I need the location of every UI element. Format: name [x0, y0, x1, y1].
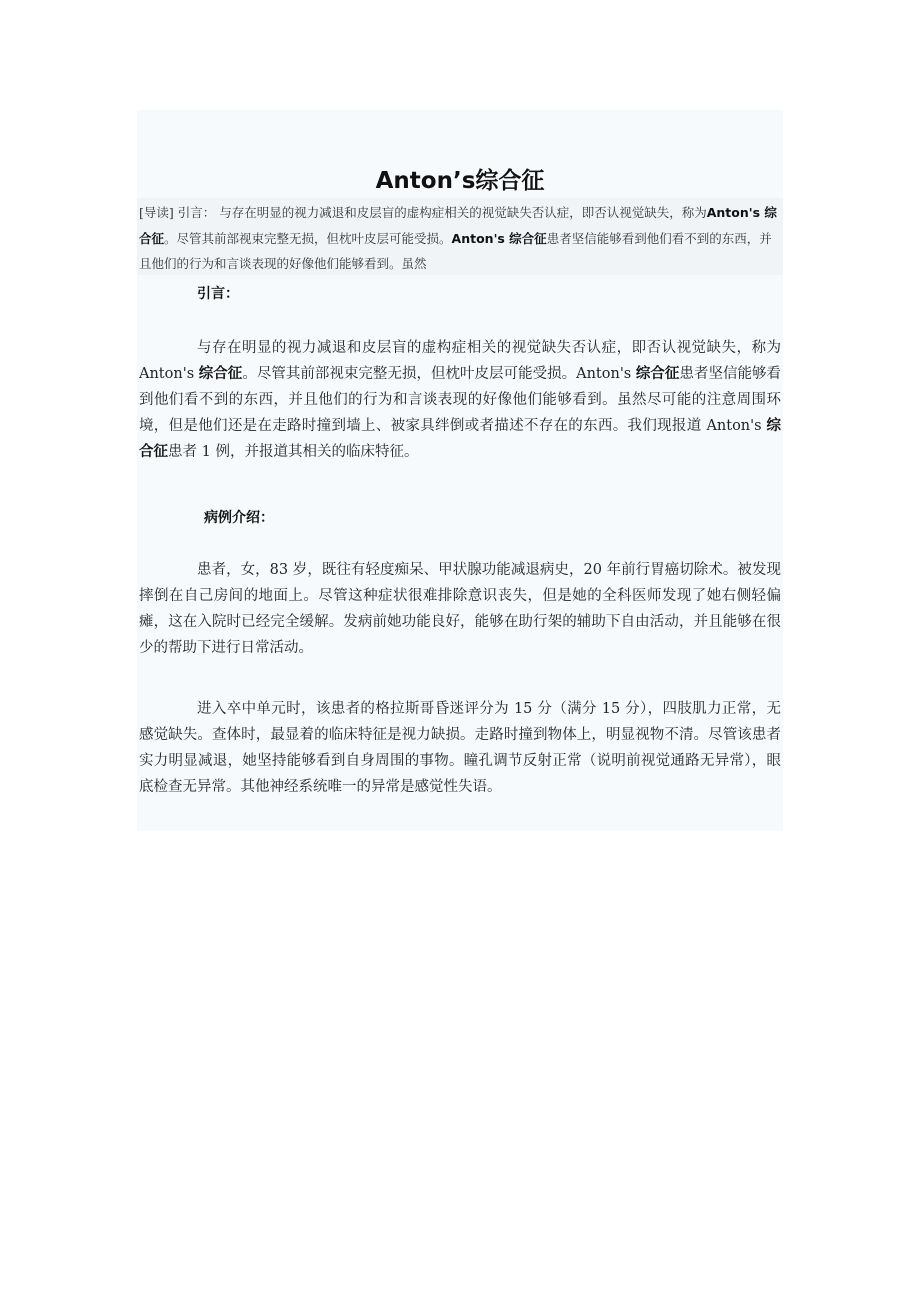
summary-box [137, 198, 783, 275]
document-page [137, 110, 783, 831]
text: 患者 1 例，并报道其相关的临床特征。 [168, 444, 419, 460]
text: 与存在明显的视力减退和皮层盲的虚构症相关的视觉缺失否认症，即否认视觉缺失，称为 Anton's [139, 340, 781, 382]
summary-text: 与存在明显的视力减退和皮层盲的虚构症相关的视觉缺失否认症，即否认视觉缺失，称为 [215, 205, 707, 220]
summary-bold-term: Anton's 综合征 [451, 230, 547, 246]
case-paragraph-1: 患者，女，83 岁，既往有轻度痴呆、甲状腺功能减退病史，20 年前行胃癌切除术。被发现摔倒在自己房间的地面上。尽管这种症状很难排除意识丧失，但是她的全科医师发现了她右侧轻偏瘫，这在入院时已经完全缓解。发病前她功能良好，能够在助行架的辅助下自由活动，并且能够在很少的帮助下进行日常活动。 [139, 562, 781, 656]
intro-paragraph [139, 335, 781, 465]
bold-term: 综合征 [198, 365, 243, 382]
summary-prefix: [导读] 引言： [139, 205, 216, 220]
text: 。尽管其前部视束完整无损，但枕叶皮层可能受损。Anton's [242, 366, 636, 382]
bold-term: 综合征 [635, 365, 680, 382]
case-paragraph-2: 进入卒中单元时，该患者的格拉斯哥昏迷评分为 15 分（满分 15 分），四肢肌力正常，无感觉缺失。查体时，最显着的临床特征是视力缺损。走路时撞到物体上，明显视物不清。尽管该患者实力明显减退，她坚持能够看到自身周围的事物。瞳孔调节反射正常（说明前视觉通路无异常），眼底检查无异常。其他神经系统唯一的异常是感觉性失语。 [139, 701, 781, 795]
summary-text: 。尽管其前部视束完整无损，但枕叶皮层可能受损。 [164, 230, 452, 246]
document-title: Anton’s综合征 [375, 168, 545, 194]
summary-bold-term: Anton's 综合征 [139, 205, 777, 246]
summary-text: 患者坚信能够看到他们看不到的东西，并且他们的行为和言谈表现的好像他们能够看到。虽然 [139, 230, 772, 271]
section-heading-intro: 引言： [197, 286, 239, 302]
section-heading-case: 病例介绍： [204, 510, 274, 526]
bold-term: 综合征 [139, 417, 781, 460]
text: 患者坚信能够看到他们看不到的东西，并且他们的行为和言谈表现的好像他们能够看到。虽然尽可能的注意周围环境，但是他们还是在走路时撞到墙上、被家具绊倒或者描述不存在的东西。我们现报道 Anton's [139, 366, 782, 434]
